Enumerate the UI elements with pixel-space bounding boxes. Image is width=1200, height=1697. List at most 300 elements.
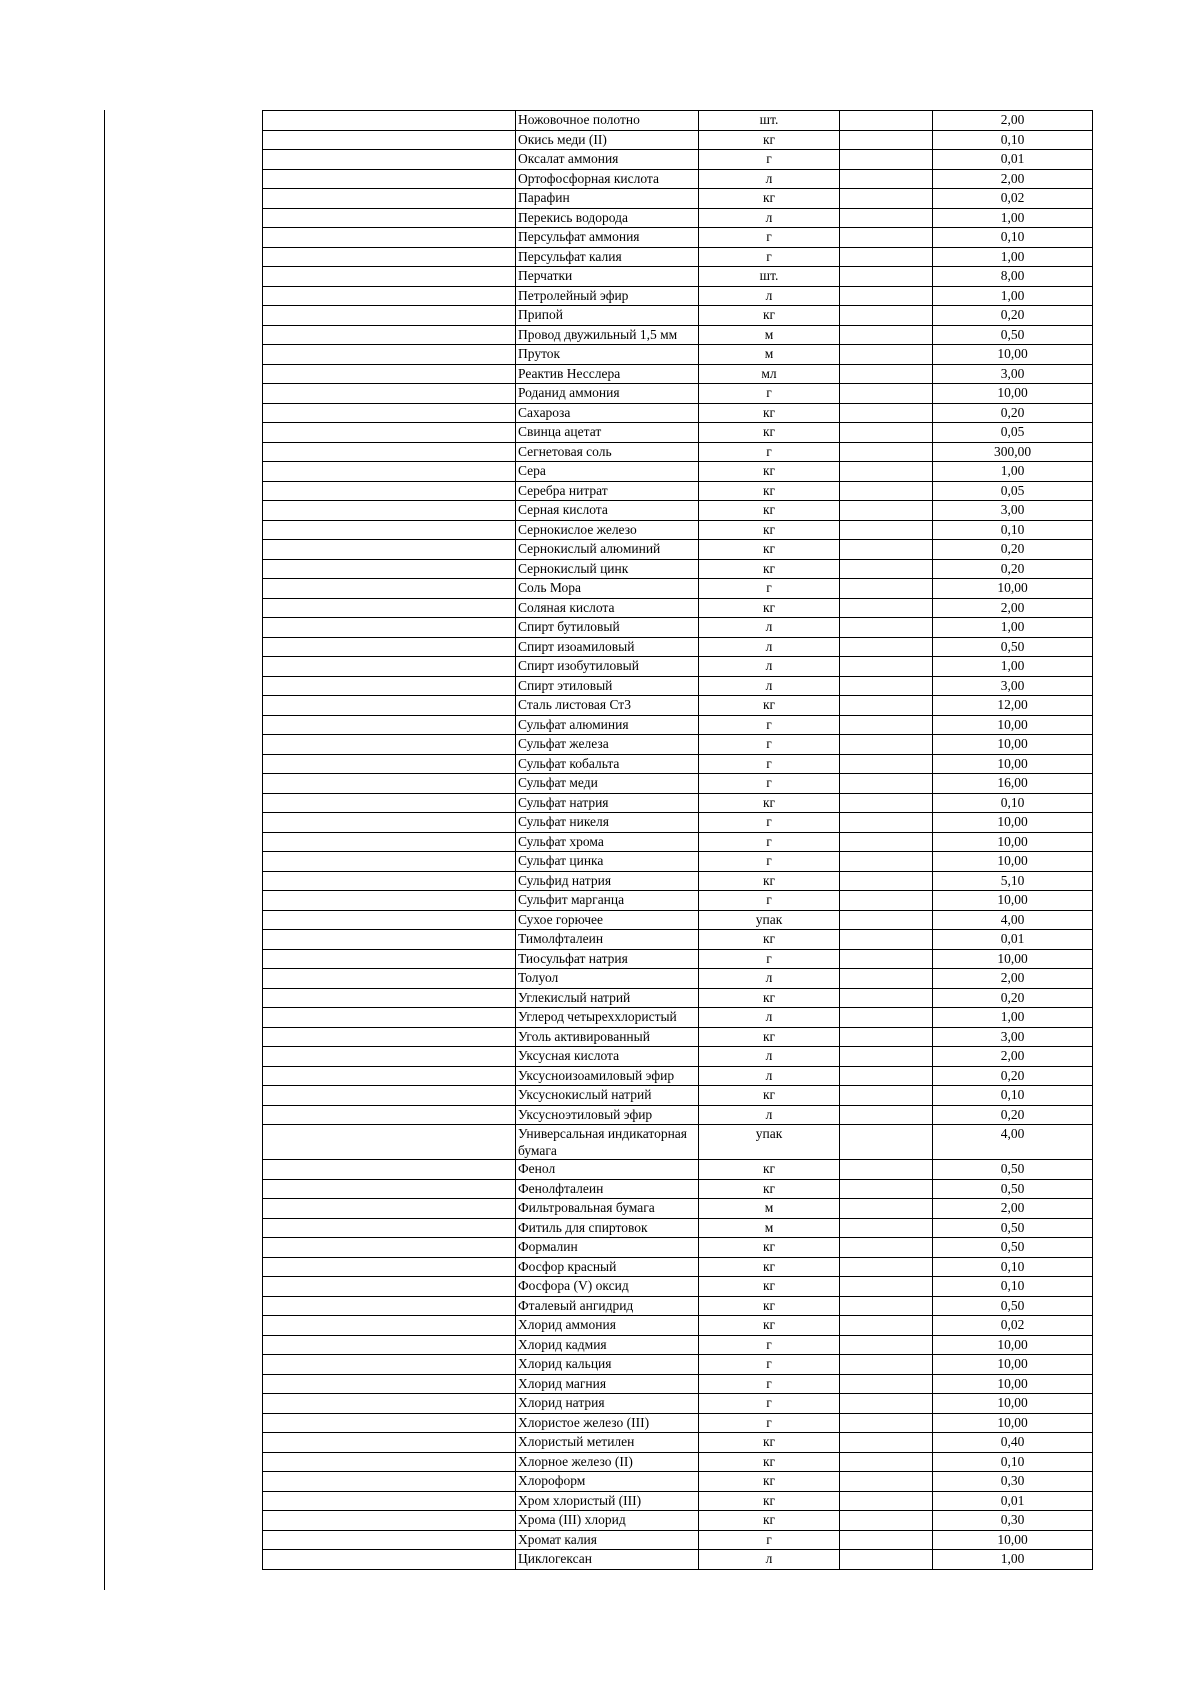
quantity-cell: 0,01 xyxy=(933,930,1093,950)
quantity-cell: 0,05 xyxy=(933,481,1093,501)
unit-cell: л xyxy=(699,1550,840,1570)
quantity-cell: 0,20 xyxy=(933,1066,1093,1086)
item-name-cell: Серная кислота xyxy=(516,501,699,521)
quantity-cell: 10,00 xyxy=(933,1413,1093,1433)
blank-cell xyxy=(840,852,933,872)
table-row xyxy=(263,189,1093,209)
quantity-cell: 0,01 xyxy=(933,150,1093,170)
table-row xyxy=(263,852,1093,872)
blank-cell xyxy=(840,1277,933,1297)
unit-cell: л xyxy=(699,1008,840,1028)
blank-cell xyxy=(840,988,933,1008)
unit-cell: кг xyxy=(699,130,840,150)
table-row xyxy=(263,1257,1093,1277)
table-row xyxy=(263,111,1093,131)
item-name-cell: Петролейный эфир xyxy=(516,286,699,306)
item-name-cell: Хлорид кальция xyxy=(516,1355,699,1375)
blank-cell xyxy=(263,637,516,657)
quantity-cell: 1,00 xyxy=(933,208,1093,228)
table-row xyxy=(263,1413,1093,1433)
item-name-cell: Толуол xyxy=(516,969,699,989)
item-name-cell: Персульфат аммония xyxy=(516,228,699,248)
quantity-cell: 2,00 xyxy=(933,1047,1093,1067)
quantity-cell: 3,00 xyxy=(933,501,1093,521)
blank-cell xyxy=(263,1160,516,1180)
blank-cell xyxy=(840,579,933,599)
unit-cell: кг xyxy=(699,520,840,540)
table-row xyxy=(263,871,1093,891)
item-name-cell: Парафин xyxy=(516,189,699,209)
quantity-cell: 2,00 xyxy=(933,598,1093,618)
item-name-cell: Хлорид натрия xyxy=(516,1394,699,1414)
unit-cell: л xyxy=(699,208,840,228)
quantity-cell: 10,00 xyxy=(933,852,1093,872)
blank-cell xyxy=(263,1125,516,1160)
quantity-cell: 1,00 xyxy=(933,462,1093,482)
blank-cell xyxy=(840,598,933,618)
blank-cell xyxy=(263,481,516,501)
item-name-cell: Сульфат цинка xyxy=(516,852,699,872)
blank-cell xyxy=(263,754,516,774)
blank-cell xyxy=(840,1335,933,1355)
blank-cell xyxy=(263,1086,516,1106)
unit-cell: л xyxy=(699,1066,840,1086)
quantity-cell: 0,10 xyxy=(933,1257,1093,1277)
blank-cell xyxy=(840,676,933,696)
blank-cell xyxy=(263,130,516,150)
blank-cell xyxy=(263,384,516,404)
quantity-cell: 2,00 xyxy=(933,1199,1093,1219)
table-row xyxy=(263,1086,1093,1106)
blank-cell xyxy=(263,930,516,950)
blank-cell xyxy=(263,813,516,833)
table-row xyxy=(263,1355,1093,1375)
item-name-cell: Перчатки xyxy=(516,267,699,287)
unit-cell: кг xyxy=(699,1257,840,1277)
unit-cell: г xyxy=(699,891,840,911)
quantity-cell: 4,00 xyxy=(933,910,1093,930)
item-name-cell: Сернокислый алюминий xyxy=(516,540,699,560)
blank-cell xyxy=(263,774,516,794)
unit-cell: г xyxy=(699,579,840,599)
blank-cell xyxy=(840,1530,933,1550)
blank-cell xyxy=(840,1160,933,1180)
table-row xyxy=(263,1472,1093,1492)
unit-cell: г xyxy=(699,1413,840,1433)
unit-cell: упак xyxy=(699,910,840,930)
unit-cell: кг xyxy=(699,1316,840,1336)
table-row xyxy=(263,130,1093,150)
blank-cell xyxy=(263,1511,516,1531)
blank-cell xyxy=(840,228,933,248)
table-row xyxy=(263,735,1093,755)
unit-cell: кг xyxy=(699,1452,840,1472)
table-row xyxy=(263,1027,1093,1047)
blank-cell xyxy=(263,247,516,267)
table-row xyxy=(263,676,1093,696)
quantity-cell: 3,00 xyxy=(933,364,1093,384)
item-name-cell: Провод двужильный 1,5 мм xyxy=(516,325,699,345)
blank-cell xyxy=(840,286,933,306)
blank-cell xyxy=(840,1472,933,1492)
quantity-cell: 0,10 xyxy=(933,1277,1093,1297)
blank-cell xyxy=(840,1086,933,1106)
table-row xyxy=(263,774,1093,794)
blank-cell xyxy=(840,891,933,911)
unit-cell: л xyxy=(699,1047,840,1067)
item-name-cell: Роданид аммония xyxy=(516,384,699,404)
quantity-cell: 10,00 xyxy=(933,579,1093,599)
table-row xyxy=(263,442,1093,462)
blank-cell xyxy=(263,208,516,228)
item-name-cell: Сернокислый цинк xyxy=(516,559,699,579)
blank-cell xyxy=(263,189,516,209)
blank-cell xyxy=(840,442,933,462)
blank-cell xyxy=(263,403,516,423)
blank-cell xyxy=(263,910,516,930)
blank-cell xyxy=(840,657,933,677)
quantity-cell: 10,00 xyxy=(933,832,1093,852)
table-row xyxy=(263,150,1093,170)
blank-cell xyxy=(840,930,933,950)
item-name-cell: Реактив Несслера xyxy=(516,364,699,384)
table-row xyxy=(263,618,1093,638)
item-name-cell: Фитиль для спиртовок xyxy=(516,1218,699,1238)
unit-cell: кг xyxy=(699,423,840,443)
blank-cell xyxy=(263,696,516,716)
unit-cell: кг xyxy=(699,1160,840,1180)
quantity-cell: 0,10 xyxy=(933,793,1093,813)
blank-cell xyxy=(840,345,933,365)
blank-cell xyxy=(840,1199,933,1219)
table-row xyxy=(263,364,1093,384)
unit-cell: г xyxy=(699,150,840,170)
table-row xyxy=(263,793,1093,813)
unit-cell: кг xyxy=(699,1238,840,1258)
unit-cell: кг xyxy=(699,1472,840,1492)
quantity-cell: 10,00 xyxy=(933,735,1093,755)
blank-cell xyxy=(263,1179,516,1199)
table-row xyxy=(263,598,1093,618)
unit-cell: кг xyxy=(699,696,840,716)
supplies-table xyxy=(262,110,1093,1570)
item-name-cell: Ножовочное полотно xyxy=(516,111,699,131)
blank-cell xyxy=(263,1218,516,1238)
blank-cell xyxy=(263,1316,516,1336)
blank-cell xyxy=(840,1394,933,1414)
blank-cell xyxy=(263,579,516,599)
table-row xyxy=(263,267,1093,287)
blank-cell xyxy=(263,150,516,170)
table-row xyxy=(263,1511,1093,1531)
quantity-cell: 0,10 xyxy=(933,228,1093,248)
quantity-cell: 5,10 xyxy=(933,871,1093,891)
quantity-cell: 10,00 xyxy=(933,1335,1093,1355)
blank-cell xyxy=(840,1047,933,1067)
item-name-cell: Уксуснокислый натрий xyxy=(516,1086,699,1106)
unit-cell: м xyxy=(699,325,840,345)
blank-cell xyxy=(840,1452,933,1472)
item-name-cell: Припой xyxy=(516,306,699,326)
blank-cell xyxy=(840,618,933,638)
blank-cell xyxy=(840,871,933,891)
item-name-cell: Соляная кислота xyxy=(516,598,699,618)
unit-cell: г xyxy=(699,247,840,267)
quantity-cell: 12,00 xyxy=(933,696,1093,716)
blank-cell xyxy=(263,345,516,365)
unit-cell: кг xyxy=(699,1027,840,1047)
blank-cell xyxy=(263,364,516,384)
blank-cell xyxy=(263,618,516,638)
quantity-cell: 10,00 xyxy=(933,715,1093,735)
blank-cell xyxy=(263,1296,516,1316)
table-row xyxy=(263,208,1093,228)
quantity-cell: 0,02 xyxy=(933,189,1093,209)
blank-cell xyxy=(263,949,516,969)
blank-cell xyxy=(840,1125,933,1160)
item-name-cell: Фосфора (V) оксид xyxy=(516,1277,699,1297)
left-margin-line xyxy=(104,110,105,1590)
item-name-cell: Спирт изоамиловый xyxy=(516,637,699,657)
unit-cell: кг xyxy=(699,1433,840,1453)
quantity-cell: 0,20 xyxy=(933,988,1093,1008)
blank-cell xyxy=(263,286,516,306)
unit-cell: г xyxy=(699,1335,840,1355)
blank-cell xyxy=(840,1066,933,1086)
quantity-cell: 0,10 xyxy=(933,1452,1093,1472)
item-name-cell: Хлорид магния xyxy=(516,1374,699,1394)
blank-cell xyxy=(840,364,933,384)
blank-cell xyxy=(263,1413,516,1433)
unit-cell: л xyxy=(699,637,840,657)
table-row xyxy=(263,481,1093,501)
blank-cell xyxy=(840,267,933,287)
blank-cell xyxy=(263,267,516,287)
quantity-cell: 3,00 xyxy=(933,1027,1093,1047)
unit-cell: л xyxy=(699,618,840,638)
blank-cell xyxy=(263,598,516,618)
blank-cell xyxy=(263,559,516,579)
quantity-cell: 10,00 xyxy=(933,1374,1093,1394)
quantity-cell: 0,30 xyxy=(933,1472,1093,1492)
item-name-cell: Перекись водорода xyxy=(516,208,699,228)
item-name-cell: Сульфат никеля xyxy=(516,813,699,833)
table-row xyxy=(263,345,1093,365)
item-name-cell: Фенолфталеин xyxy=(516,1179,699,1199)
blank-cell xyxy=(840,813,933,833)
table-row xyxy=(263,637,1093,657)
item-name-cell: Сталь листовая Ст3 xyxy=(516,696,699,716)
blank-cell xyxy=(263,1394,516,1414)
blank-cell xyxy=(840,754,933,774)
quantity-cell: 0,20 xyxy=(933,306,1093,326)
item-name-cell: Тиосульфат натрия xyxy=(516,949,699,969)
blank-cell xyxy=(263,325,516,345)
item-name-cell: Хлорное железо (II) xyxy=(516,1452,699,1472)
table-row xyxy=(263,696,1093,716)
unit-cell: г xyxy=(699,384,840,404)
table-row xyxy=(263,1238,1093,1258)
blank-cell xyxy=(263,1491,516,1511)
unit-cell: м xyxy=(699,345,840,365)
quantity-cell: 0,40 xyxy=(933,1433,1093,1453)
unit-cell: мл xyxy=(699,364,840,384)
blank-cell xyxy=(263,1105,516,1125)
quantity-cell: 1,00 xyxy=(933,247,1093,267)
blank-cell xyxy=(263,969,516,989)
quantity-cell: 0,01 xyxy=(933,1491,1093,1511)
blank-cell xyxy=(263,1530,516,1550)
blank-cell xyxy=(840,325,933,345)
blank-cell xyxy=(263,1066,516,1086)
blank-cell xyxy=(263,1238,516,1258)
item-name-cell: Окись меди (II) xyxy=(516,130,699,150)
table-row xyxy=(263,1066,1093,1086)
table-row xyxy=(263,540,1093,560)
quantity-cell: 0,50 xyxy=(933,1160,1093,1180)
blank-cell xyxy=(840,1433,933,1453)
blank-cell xyxy=(840,520,933,540)
quantity-cell: 0,10 xyxy=(933,520,1093,540)
blank-cell xyxy=(263,1550,516,1570)
blank-cell xyxy=(840,540,933,560)
blank-cell xyxy=(840,111,933,131)
item-name-cell: Циклогексан xyxy=(516,1550,699,1570)
blank-cell xyxy=(263,852,516,872)
table-row xyxy=(263,247,1093,267)
blank-cell xyxy=(840,481,933,501)
blank-cell xyxy=(840,1008,933,1028)
quantity-cell: 10,00 xyxy=(933,949,1093,969)
quantity-cell: 0,02 xyxy=(933,1316,1093,1336)
blank-cell xyxy=(263,1257,516,1277)
table-row xyxy=(263,306,1093,326)
blank-cell xyxy=(840,1257,933,1277)
blank-cell xyxy=(840,793,933,813)
blank-cell xyxy=(840,1027,933,1047)
table-row xyxy=(263,1008,1093,1028)
item-name-cell: Сульфат железа xyxy=(516,735,699,755)
unit-cell: кг xyxy=(699,1086,840,1106)
item-name-cell: Ортофосфорная кислота xyxy=(516,169,699,189)
unit-cell: кг xyxy=(699,1511,840,1531)
blank-cell xyxy=(263,1027,516,1047)
blank-cell xyxy=(840,384,933,404)
table-row xyxy=(263,1199,1093,1219)
table-row xyxy=(263,988,1093,1008)
unit-cell: г xyxy=(699,1530,840,1550)
blank-cell xyxy=(840,715,933,735)
table-row xyxy=(263,891,1093,911)
unit-cell: кг xyxy=(699,1296,840,1316)
blank-cell xyxy=(263,520,516,540)
blank-cell xyxy=(840,1374,933,1394)
item-name-cell: Свинца ацетат xyxy=(516,423,699,443)
unit-cell: г xyxy=(699,754,840,774)
unit-cell: кг xyxy=(699,598,840,618)
blank-cell xyxy=(263,442,516,462)
item-name-cell: Формалин xyxy=(516,1238,699,1258)
quantity-cell: 3,00 xyxy=(933,676,1093,696)
blank-cell xyxy=(263,735,516,755)
table-row xyxy=(263,559,1093,579)
quantity-cell: 0,20 xyxy=(933,559,1093,579)
quantity-cell: 10,00 xyxy=(933,1394,1093,1414)
blank-cell xyxy=(263,891,516,911)
quantity-cell: 0,20 xyxy=(933,1105,1093,1125)
item-name-cell: Сухое горючее xyxy=(516,910,699,930)
blank-cell xyxy=(263,1008,516,1028)
table-row xyxy=(263,384,1093,404)
blank-cell xyxy=(840,462,933,482)
quantity-cell: 0,50 xyxy=(933,1296,1093,1316)
item-name-cell: Сульфит марганца xyxy=(516,891,699,911)
table-row xyxy=(263,832,1093,852)
unit-cell: кг xyxy=(699,1491,840,1511)
item-name-cell: Сахароза xyxy=(516,403,699,423)
unit-cell: м xyxy=(699,1218,840,1238)
blank-cell xyxy=(263,540,516,560)
quantity-cell: 10,00 xyxy=(933,1355,1093,1375)
table-row xyxy=(263,520,1093,540)
table-row xyxy=(263,403,1093,423)
item-name-cell: Соль Мора xyxy=(516,579,699,599)
unit-cell: г xyxy=(699,813,840,833)
blank-cell xyxy=(840,1511,933,1531)
blank-cell xyxy=(840,1355,933,1375)
blank-cell xyxy=(840,169,933,189)
quantity-cell: 10,00 xyxy=(933,1530,1093,1550)
unit-cell: г xyxy=(699,715,840,735)
quantity-cell: 0,50 xyxy=(933,1238,1093,1258)
blank-cell xyxy=(840,1218,933,1238)
unit-cell: кг xyxy=(699,793,840,813)
blank-cell xyxy=(840,969,933,989)
item-name-cell: Хлороформ xyxy=(516,1472,699,1492)
blank-cell xyxy=(263,111,516,131)
item-name-cell: Сера xyxy=(516,462,699,482)
blank-cell xyxy=(840,559,933,579)
item-name-cell: Фильтровальная бумага xyxy=(516,1199,699,1219)
unit-cell: кг xyxy=(699,871,840,891)
quantity-cell: 1,00 xyxy=(933,1008,1093,1028)
item-name-cell: Спирт бутиловый xyxy=(516,618,699,638)
blank-cell xyxy=(840,403,933,423)
unit-cell: г xyxy=(699,852,840,872)
table-row xyxy=(263,910,1093,930)
unit-cell: л xyxy=(699,286,840,306)
blank-cell xyxy=(840,150,933,170)
unit-cell: г xyxy=(699,442,840,462)
quantity-cell: 10,00 xyxy=(933,345,1093,365)
quantity-cell: 300,00 xyxy=(933,442,1093,462)
item-name-cell: Сульфат алюминия xyxy=(516,715,699,735)
unit-cell: кг xyxy=(699,481,840,501)
item-name-cell: Сульфат хрома xyxy=(516,832,699,852)
quantity-cell: 1,00 xyxy=(933,286,1093,306)
table-row xyxy=(263,657,1093,677)
unit-cell: м xyxy=(699,1199,840,1219)
item-name-cell: Пруток xyxy=(516,345,699,365)
table-row xyxy=(263,423,1093,443)
table-row xyxy=(263,1179,1093,1199)
blank-cell xyxy=(840,696,933,716)
blank-cell xyxy=(263,832,516,852)
unit-cell: г xyxy=(699,949,840,969)
quantity-cell: 16,00 xyxy=(933,774,1093,794)
unit-cell: л xyxy=(699,1105,840,1125)
blank-cell xyxy=(263,1355,516,1375)
